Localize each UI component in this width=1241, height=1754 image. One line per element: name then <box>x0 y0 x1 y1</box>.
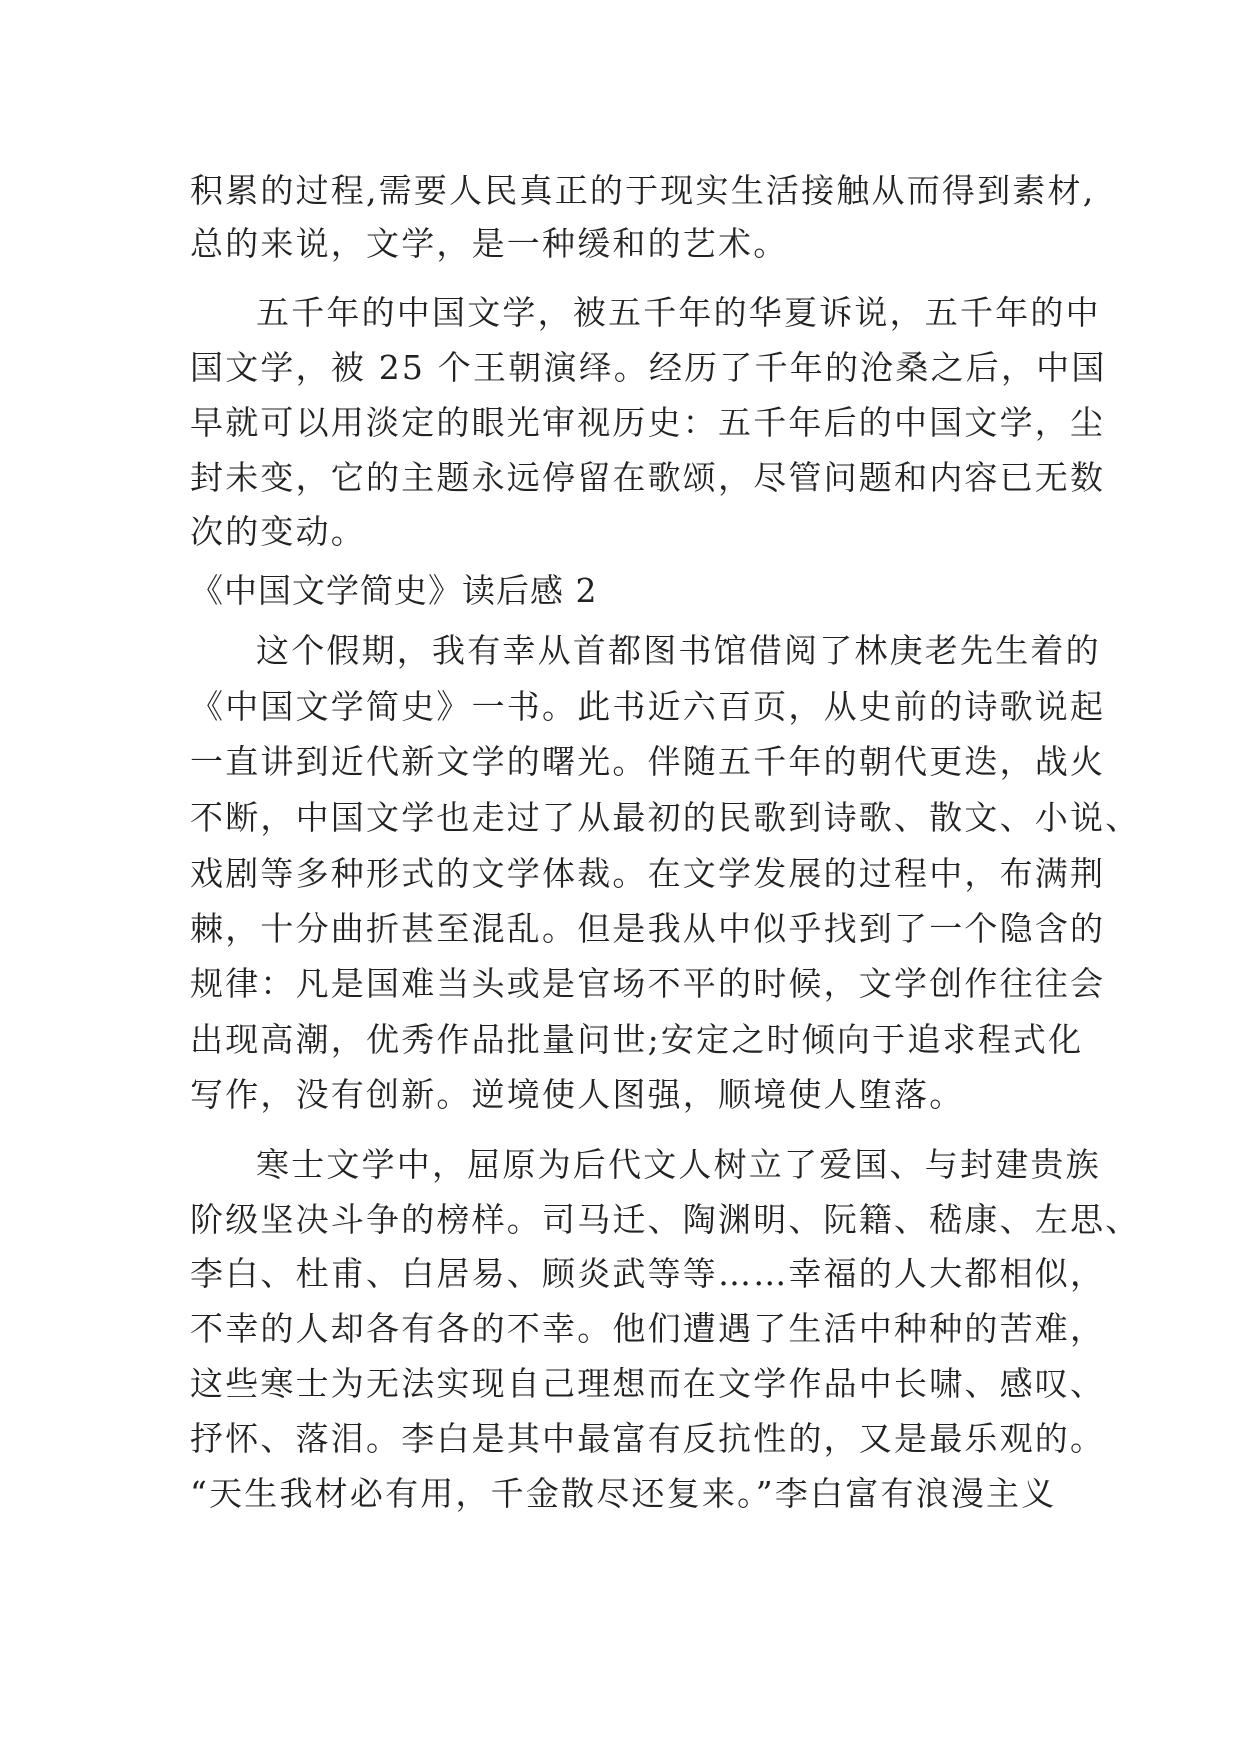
text-line: 《中国文学简史》一书。此书近六百页，从史前的诗歌说起 <box>190 687 1106 726</box>
text-line: 阶级坚决斗争的榜样。司马迁、陶渊明、阮籍、嵇康、左思、 <box>190 1200 1141 1239</box>
text-line: 规律：凡是国难当头或是官场不平的时候，文学创作往往会 <box>190 964 1106 1003</box>
text-line: 不幸的人却各有各的不幸。他们遭遇了生活中种种的苦难， <box>190 1309 1106 1348</box>
text-line: 封未变，它的主题永远停留在歌颂，尽管问题和内容已无数 <box>190 458 1106 497</box>
text-line: 写作，没有创新。逆境使人图强，顺境使人堕落。 <box>190 1075 965 1114</box>
text-line: 抒怀、落泪。李白是其中最富有反抗性的，又是最乐观的。 <box>190 1419 1106 1458</box>
text-line: 戏剧等多种形式的文学体裁。在文学发展的过程中，布满荆 <box>190 854 1106 893</box>
text-line: 早就可以用淡定的眼光审视历史：五千年后的中国文学，尘 <box>190 403 1106 442</box>
paragraph-first-line: 这个假期，我有幸从首都图书馆借阅了林庚老先生着的 <box>256 631 1101 670</box>
text-line: 出现高潮，优秀作品批量问世;安定之时倾向于追求程式化 <box>190 1020 1084 1059</box>
text-line: 积累的过程,需要人民真正的于现实生活接触从而得到素材, <box>190 171 1096 210</box>
section-heading: 《中国文学简史》读后感 2 <box>190 571 598 610</box>
paragraph-first-line: 寒士文学中，屈原为后代文人树立了爱国、与封建贵族 <box>256 1145 1101 1184</box>
text-line: 不断，中国文学也走过了从最初的民歌到诗歌、散文、小说、 <box>190 798 1141 837</box>
text-line: “天生我材必有用，千金散尽还复来。”李白富有浪漫主义 <box>190 1474 1057 1513</box>
text-line: 棘，十分曲折甚至混乱。但是我从中似乎找到了一个隐含的 <box>190 909 1106 948</box>
text-line: 次的变动。 <box>190 512 366 551</box>
paragraph-first-line: 五千年的中国文学，被五千年的华夏诉说，五千年的中 <box>256 293 1101 332</box>
text-line: 国文学，被 25 个王朝演绎。经历了千年的沧桑之后，中国 <box>190 348 1107 387</box>
text-line: 李白、杜甫、白居易、顾炎武等等……幸福的人大都相似， <box>190 1254 1106 1293</box>
text-line: 总的来说，文学，是一种缓和的艺术。 <box>190 224 789 263</box>
text-line: 一直讲到近代新文学的曙光。伴随五千年的朝代更迭，战火 <box>190 742 1106 781</box>
text-line: 这些寒士为无法实现自己理想而在文学作品中长啸、感叹、 <box>190 1364 1106 1403</box>
